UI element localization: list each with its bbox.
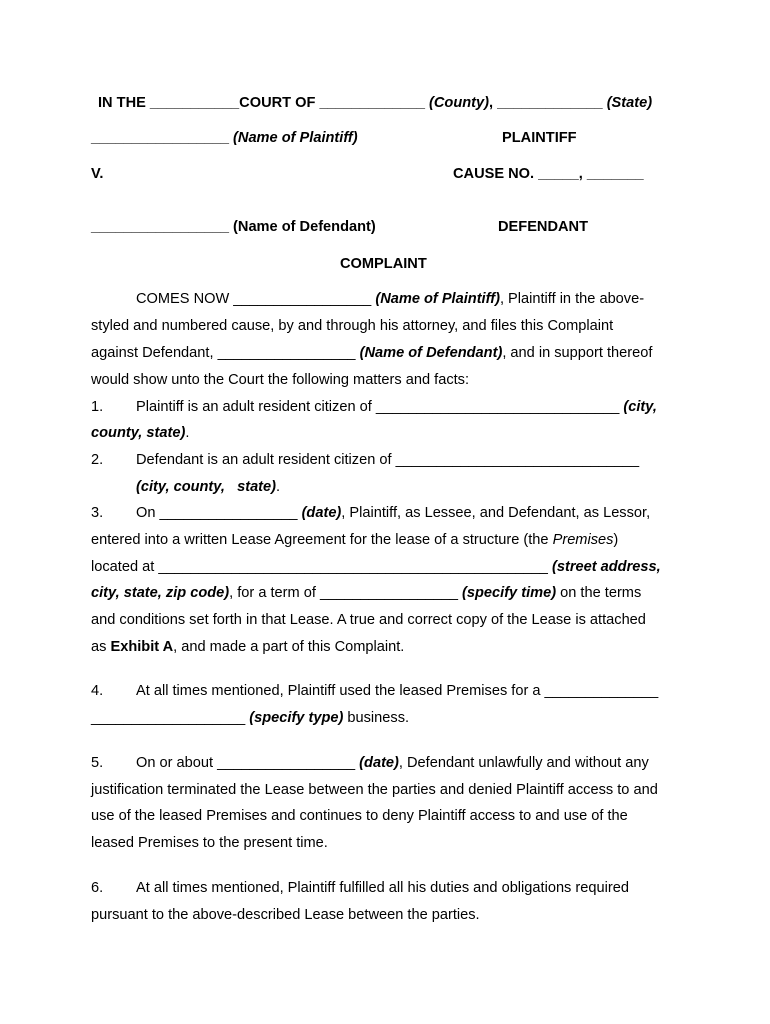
- intro-text: , and in support thereof: [502, 345, 653, 361]
- placeholder-text: (date): [359, 755, 399, 771]
- paragraph-number: 2.: [91, 452, 104, 468]
- paragraph-text: Defendant is an adult resident citizen of ______________________________: [136, 452, 640, 468]
- paragraph-text: At all times mentioned, Plaintiff used the leased Premises for a ______________: [136, 683, 659, 699]
- intro-text: against Defendant, _________________: [91, 345, 360, 361]
- paragraph-text: On _________________: [136, 505, 302, 521]
- cause-number: CAUSE NO. _____, _______: [453, 166, 644, 182]
- intro-line-4: would show unto the Court the following matters and facts:: [91, 372, 470, 388]
- placeholder-text: city, state, zip code): [91, 585, 230, 601]
- paragraph-3-line-1: [91, 503, 650, 523]
- plaintiff-name-line: [91, 128, 358, 148]
- exhibit-label: Exhibit A: [110, 639, 174, 655]
- paragraph-5-line-1: [91, 753, 649, 773]
- paragraph-text: .: [185, 425, 190, 441]
- intro-line-1: [91, 289, 644, 309]
- placeholder-text: (street address,: [551, 559, 661, 575]
- defendant-role: DEFENDANT: [498, 219, 588, 235]
- paragraph-text: ___________________: [91, 710, 250, 726]
- versus-label: V.: [91, 166, 104, 182]
- paragraph-text: , Plaintiff, as Lessee, and Defendant, as Lessor,: [341, 505, 651, 521]
- paragraph-3-line-5: and conditions set forth in that Lease. A true and correct copy of the Lease is attached: [91, 612, 646, 628]
- plaintiff-placeholder: (Name of Plaintiff): [375, 291, 500, 307]
- paragraph-3-line-4: [91, 583, 641, 603]
- paragraph-number: 6.: [91, 880, 104, 896]
- placeholder-text: county, state): [91, 425, 186, 441]
- paragraph-5-line-3: use of the leased Premises and continues to deny Plaintiff access to and use of the: [91, 808, 628, 824]
- court-comma: ,: [489, 95, 498, 111]
- paragraph-5-line-2: justification terminated the Lease between the parties and denied Plaintiff access to and: [91, 782, 658, 798]
- paragraph-number: 4.: [91, 683, 104, 699]
- paragraph-text: , Defendant unlawfully and without any: [398, 755, 649, 771]
- paragraph-number: 1.: [91, 399, 104, 415]
- paragraph-text: , for a term of _________________: [229, 585, 463, 601]
- court-in-the: IN THE: [98, 95, 150, 111]
- document-title: COMPLAINT: [340, 256, 427, 272]
- paragraph-text: as: [91, 639, 111, 655]
- paragraph-text: business.: [343, 710, 410, 726]
- paragraph-5-line-4: leased Premises to the present time.: [91, 835, 328, 851]
- paragraph-4-line-2: [91, 708, 409, 728]
- placeholder-text: (date): [301, 505, 342, 521]
- defendant-placeholder: (Name of Defendant): [359, 345, 503, 361]
- paragraph-text: located at ________________________________________________: [91, 559, 552, 575]
- placeholder-text: (city, county, state): [136, 479, 277, 495]
- paragraph-text: , and made a part of this Complaint.: [173, 639, 405, 655]
- paragraph-4-line-1: [91, 681, 658, 701]
- defendant-name-blank: _________________: [91, 219, 229, 235]
- intro-text: COMES NOW _________________: [136, 291, 376, 307]
- defendant-name-label: (Name of Defendant): [233, 219, 376, 235]
- paragraph-text: On or about _________________: [136, 755, 360, 771]
- plaintiff-name-blank: _________________: [91, 130, 229, 146]
- plaintiff-name-label: (Name of Plaintiff): [233, 130, 358, 146]
- paragraph-text: entered into a written Lease Agreement for the lease of a structure (the: [91, 532, 553, 548]
- county-blank: _____________: [319, 95, 425, 111]
- paragraph-3-line-2: [91, 530, 618, 550]
- court-name-blank: ___________: [149, 95, 240, 111]
- paragraph-1-line-2: [91, 423, 189, 443]
- paragraph-6-line-1: [91, 878, 629, 898]
- intro-line-3: [91, 343, 652, 363]
- paragraph-2-line-1: [91, 450, 639, 470]
- paragraph-text: Plaintiff is an adult resident citizen of ______________________________: [136, 399, 624, 415]
- paragraph-6-line-2: pursuant to the above-described Lease between the parties.: [91, 907, 480, 923]
- court-of-label: COURT OF: [239, 95, 320, 111]
- paragraph-3-line-6: [91, 637, 404, 657]
- state-blank: _____________: [497, 95, 603, 111]
- paragraph-text: .: [276, 479, 281, 495]
- placeholder-text: (specify time): [462, 585, 557, 601]
- paragraph-number: 3.: [91, 505, 104, 521]
- premises-term: Premises: [552, 532, 614, 548]
- intro-line-2: styled and numbered cause, by and through his attorney, and files this Complaint: [91, 318, 614, 334]
- intro-text: , Plaintiff in the above-: [499, 291, 645, 307]
- paragraph-text: on the terms: [556, 585, 642, 601]
- paragraph-number: 5.: [91, 755, 104, 771]
- defendant-name-line: [91, 217, 376, 237]
- paragraph-text: ): [613, 532, 619, 548]
- state-label: (State): [606, 95, 653, 111]
- county-label: (County): [429, 95, 489, 111]
- paragraph-3-line-3: [91, 557, 661, 577]
- paragraph-text: At all times mentioned, Plaintiff fulfilled all his duties and obligations required: [136, 880, 629, 896]
- paragraph-2-line-2: [136, 477, 280, 497]
- court-line: [98, 93, 652, 113]
- placeholder-text: (city,: [623, 399, 657, 415]
- paragraph-1-line-1: [91, 397, 657, 417]
- plaintiff-role: PLAINTIFF: [502, 130, 577, 146]
- placeholder-text: (specify type): [249, 710, 344, 726]
